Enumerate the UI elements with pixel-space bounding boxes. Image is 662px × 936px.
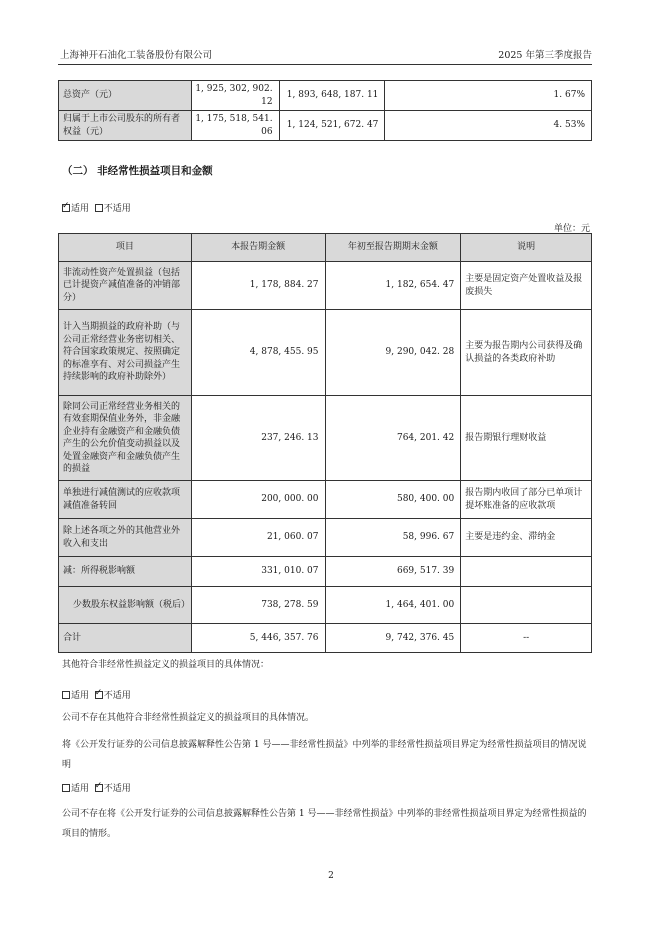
table-cell: 58, 996. 67: [325, 519, 461, 557]
column-header: 本报告期金额: [191, 234, 325, 262]
balance-table: [58, 80, 592, 141]
checkbox-empty-icon[interactable]: [95, 204, 103, 212]
section-title: （二） 非经常性损益项目和金额: [62, 165, 213, 177]
applicability-row: [62, 201, 131, 214]
row-label: 总资产（元）: [59, 81, 192, 111]
note-cell: 主要是固定资产处置收益及报废损失: [461, 262, 592, 310]
table-cell: 21, 060. 07: [191, 519, 325, 557]
note-cell: 报告期银行理财收益: [461, 396, 592, 481]
note-cell: 主要是违约金、滞纳金: [461, 519, 592, 557]
table-row: [59, 310, 592, 396]
table-row: [59, 262, 592, 310]
table-cell: 669, 517. 39: [325, 557, 461, 587]
table-cell: 1, 464, 401. 00: [325, 587, 461, 624]
applicable-label: 适用: [71, 784, 90, 794]
checkbox-checked-icon[interactable]: [95, 691, 103, 699]
header-divider: [58, 64, 592, 65]
paragraph: 将《公开发行证券的公司信息披露解释性公告第 1 号——非经常性损益》中列举的非经常性损益项目界定为经常性损益项目的情况说明: [62, 740, 587, 770]
paragraph: 公司不存在将《公开发行证券的公司信息披露解释性公告第 1 号——非经常性损益》中列举的非经常性损益项目界定为经常性损益的项目的情形。: [62, 809, 587, 839]
column-header: 年初至报告期期末金额: [325, 234, 461, 262]
table-cell: 4, 878, 455. 95: [191, 310, 325, 396]
table-row: [59, 519, 592, 557]
checkbox-empty-icon[interactable]: [62, 691, 70, 699]
row-label: 减：所得税影响额: [59, 557, 192, 587]
table-row: [59, 557, 592, 587]
paragraph: 其他符合非经常性损益定义的损益项目的具体情况：: [62, 660, 270, 670]
table-row: [59, 111, 592, 141]
table-row: [59, 587, 592, 624]
note-cell: --: [461, 624, 592, 653]
table-row: [59, 81, 592, 111]
table-row: [59, 481, 592, 519]
row-label: 少数股东权益影响额（税后）: [59, 587, 192, 624]
applicability-row: [62, 781, 131, 794]
table-row: [59, 624, 592, 653]
table-cell: 1. 67%: [385, 81, 592, 111]
table-cell: 9, 290, 042. 28: [325, 310, 461, 396]
non-recurring-table: [58, 233, 592, 653]
table-cell: 331, 010. 07: [191, 557, 325, 587]
note-cell: 报告期内收回了部分已单项计提坏账准备的应收款项: [461, 481, 592, 519]
table-cell: 237, 246. 13: [191, 396, 325, 481]
applicable-label: 适用: [71, 204, 90, 214]
column-header: 项目: [59, 234, 192, 262]
row-label: 除同公司正常经营业务相关的有效套期保值业务外，非金融企业持有金融资产和金融负债产生的公允价值变动损益以及处置金融资产和金融负债产生的损益: [59, 396, 192, 481]
paragraph: 公司不存在其他符合非经常性损益定义的损益项目的具体情况。: [62, 713, 315, 723]
report-title: 2025 年第三季度报告: [498, 50, 592, 61]
row-label: 非流动性资产处置损益（包括已计提资产减值准备的冲销部分）: [59, 262, 192, 310]
table-header-row: [59, 234, 592, 262]
table-cell: 1, 893, 648, 187. 11: [279, 81, 385, 111]
checkbox-checked-icon[interactable]: [95, 784, 103, 792]
unit-label: 单位：元: [553, 224, 590, 234]
checkbox-checked-icon[interactable]: [62, 204, 70, 212]
table-cell: 738, 278. 59: [191, 587, 325, 624]
note-cell: [461, 587, 592, 624]
column-header: 说明: [461, 234, 592, 262]
table-cell: 200, 000. 00: [191, 481, 325, 519]
table-cell: 9, 742, 376. 45: [325, 624, 461, 653]
note-cell: [461, 557, 592, 587]
row-label: 归属于上市公司股东的所有者权益（元）: [59, 111, 192, 141]
applicability-row: [62, 688, 131, 701]
table-cell: 4. 53%: [385, 111, 592, 141]
company-name: 上海神开石油化工装备股份有限公司: [60, 50, 213, 61]
row-label: 合计: [59, 624, 192, 653]
page-number: 2: [328, 871, 334, 881]
table-row: [59, 396, 592, 481]
applicable-label: 适用: [71, 691, 90, 701]
row-label: 单独进行减值测试的应收款项减值准备转回: [59, 481, 192, 519]
table-cell: 1, 124, 521, 672. 47: [279, 111, 385, 141]
table-cell: 764, 201. 42: [325, 396, 461, 481]
not-applicable-label: 不适用: [103, 691, 131, 701]
checkbox-empty-icon[interactable]: [62, 784, 70, 792]
note-cell: 主要为报告期内公司获得及确认损益的各类政府补助: [461, 310, 592, 396]
table-cell: 1, 925, 302, 902. 12: [191, 81, 279, 111]
table-cell: 580, 400. 00: [325, 481, 461, 519]
row-label: 计入当期损益的政府补助（与公司正常经营业务密切相关、符合国家政策规定、按照确定的标准享有、对公司损益产生持续影响的政府补助除外）: [59, 310, 192, 396]
table-cell: 1, 182, 654. 47: [325, 262, 461, 310]
not-applicable-label: 不适用: [103, 204, 131, 214]
row-label: 除上述各项之外的其他营业外收入和支出: [59, 519, 192, 557]
table-cell: 1, 175, 518, 541. 06: [191, 111, 279, 141]
table-cell: 1, 178, 884. 27: [191, 262, 325, 310]
table-cell: 5, 446, 357. 76: [191, 624, 325, 653]
not-applicable-label: 不适用: [103, 784, 131, 794]
